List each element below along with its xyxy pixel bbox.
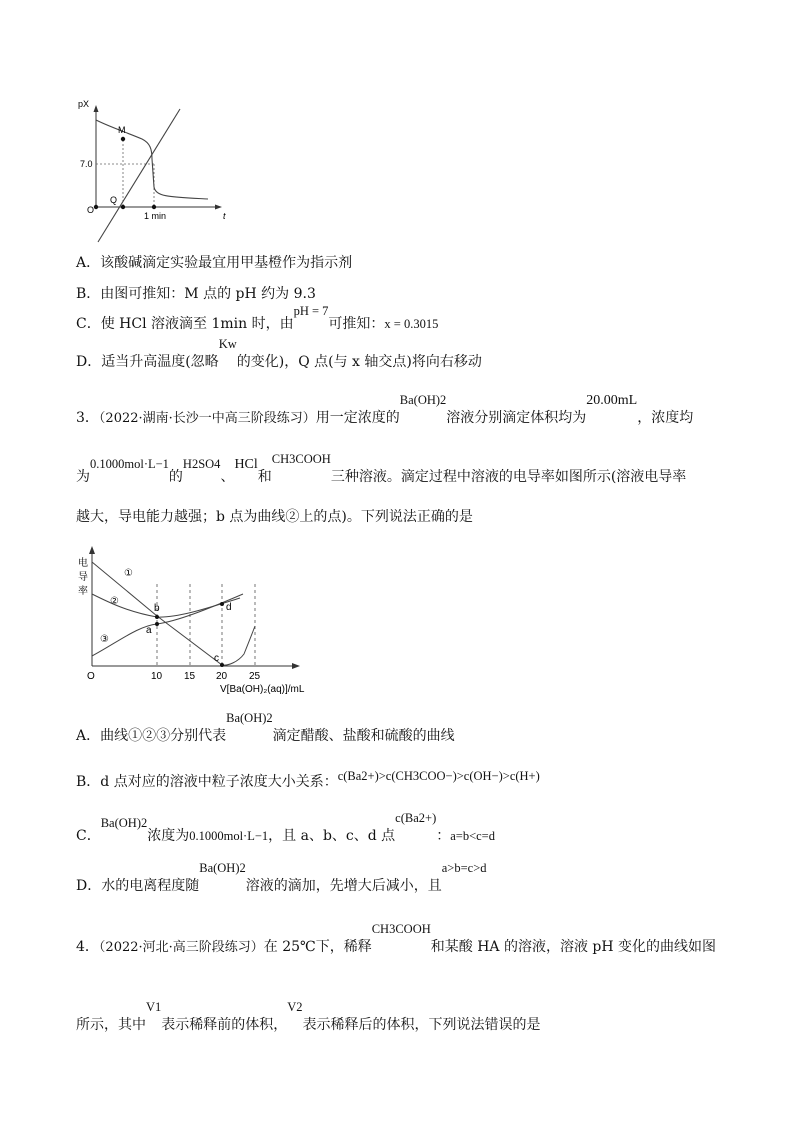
- q2-option-a: A．该酸碱滴定实验最宜用甲基橙作为指示剂: [76, 255, 353, 271]
- q3-point-d: d: [226, 602, 232, 613]
- q3-option-a: A．曲线①②③分别代表Ba(OH)2滴定醋酸、盐酸和硫酸的曲线: [76, 711, 455, 744]
- point-c-dot: [220, 663, 224, 667]
- q3-option-b: B．d 点对应的溶液中粒子浓度大小关系：c(Ba2+)>c(CH3COO−)>c(OH−)>c(H+): [76, 769, 540, 790]
- point-m-dot: [121, 137, 125, 141]
- point-a-dot: [155, 622, 159, 626]
- point-b-dot: [155, 615, 159, 619]
- q3-curve-2: ②: [110, 596, 119, 607]
- q2-option-c: C．使 HCl 溶液滴至 1min 时，由pH = 7可推知：x = 0.3015: [76, 304, 439, 332]
- q3-option-c: C．Ba(OH)2浓度为0.1000mol·L−1，且 a、b、c、d 点c(Ba2+)：a=b<c=d: [76, 811, 495, 844]
- q3-source: （2022·湖南·长沙一中高三阶段练习）: [98, 411, 316, 426]
- q3-y-label-1: 电: [78, 558, 88, 569]
- q3-y-label-3: 率: [78, 586, 88, 597]
- q3-graph: [78, 544, 328, 696]
- q3-stem-line-1: 3．（2022·湖南·长沙一中高三阶段练习）用一定浓度的Ba(OH)2溶液分别滴定体积均为20.00mL，浓度均: [76, 393, 694, 426]
- q2-origin: O: [87, 205, 95, 215]
- q2-option-b: B．由图可推知：M 点的 pH 约为 9.3: [76, 286, 316, 302]
- q3-stem-line-3: 越大，导电能力越强；b 点为曲线②上的点)。下列说法正确的是: [76, 509, 473, 525]
- q2-y-tick: 7.0: [80, 159, 93, 169]
- q3-option-d: D．水的电离程度随Ba(OH)2溶液的滴加，先增大后减小，且a>b=c>d: [76, 861, 487, 894]
- q4-source: （2022·河北·高三阶段练习）: [98, 940, 264, 955]
- q3-origin: O: [87, 671, 95, 682]
- q4-stem-line-2: 所示，其中V1表示稀释前的体积，V2表示稀释后的体积，下列说法错误的是: [76, 1000, 541, 1033]
- q3-x-label: V[Ba(OH)₂(aq)]/mL: [220, 684, 305, 695]
- q3-x-tick-10: 10: [151, 671, 163, 682]
- q3-y-label-2: 导: [78, 572, 88, 583]
- q2-graph: [80, 97, 240, 242]
- q3-x-tick-20: 20: [216, 671, 228, 682]
- q2-x-tick: 1 min: [144, 211, 167, 221]
- q4-stem-line-1: 4．（2022·河北·高三阶段练习）在 25℃下，稀释CH3COOH和某酸 HA 的溶液，溶液 pH 变化的曲线如图: [76, 922, 717, 955]
- q2-point-q: Q: [110, 195, 118, 205]
- q3-stem-line-2: 为0.1000mol·L−1的H2SO4、HCl和CH3COOH三种溶液。滴定过程中溶液的电导率如图所示(溶液电导率: [76, 452, 687, 485]
- q3-x-tick-25: 25: [249, 671, 261, 682]
- q3-curve-3: ③: [100, 634, 109, 645]
- q3-point-b: b: [154, 603, 160, 614]
- q2-point-m: M: [118, 125, 126, 135]
- q3-point-a: a: [146, 625, 152, 636]
- q3-curve-1: ①: [124, 568, 133, 579]
- q3-x-tick-15: 15: [184, 671, 196, 682]
- point-d-dot: [220, 602, 224, 606]
- point-q-dot: [121, 205, 125, 209]
- q2-option-d: D．适当升高温度(忽略Kw的变化)，Q 点(与 x 轴交点)将向右移动: [76, 337, 482, 370]
- q3-point-c: c: [214, 653, 219, 664]
- q2-x-label: t: [223, 211, 226, 221]
- q2-y-label: pX: [78, 99, 90, 109]
